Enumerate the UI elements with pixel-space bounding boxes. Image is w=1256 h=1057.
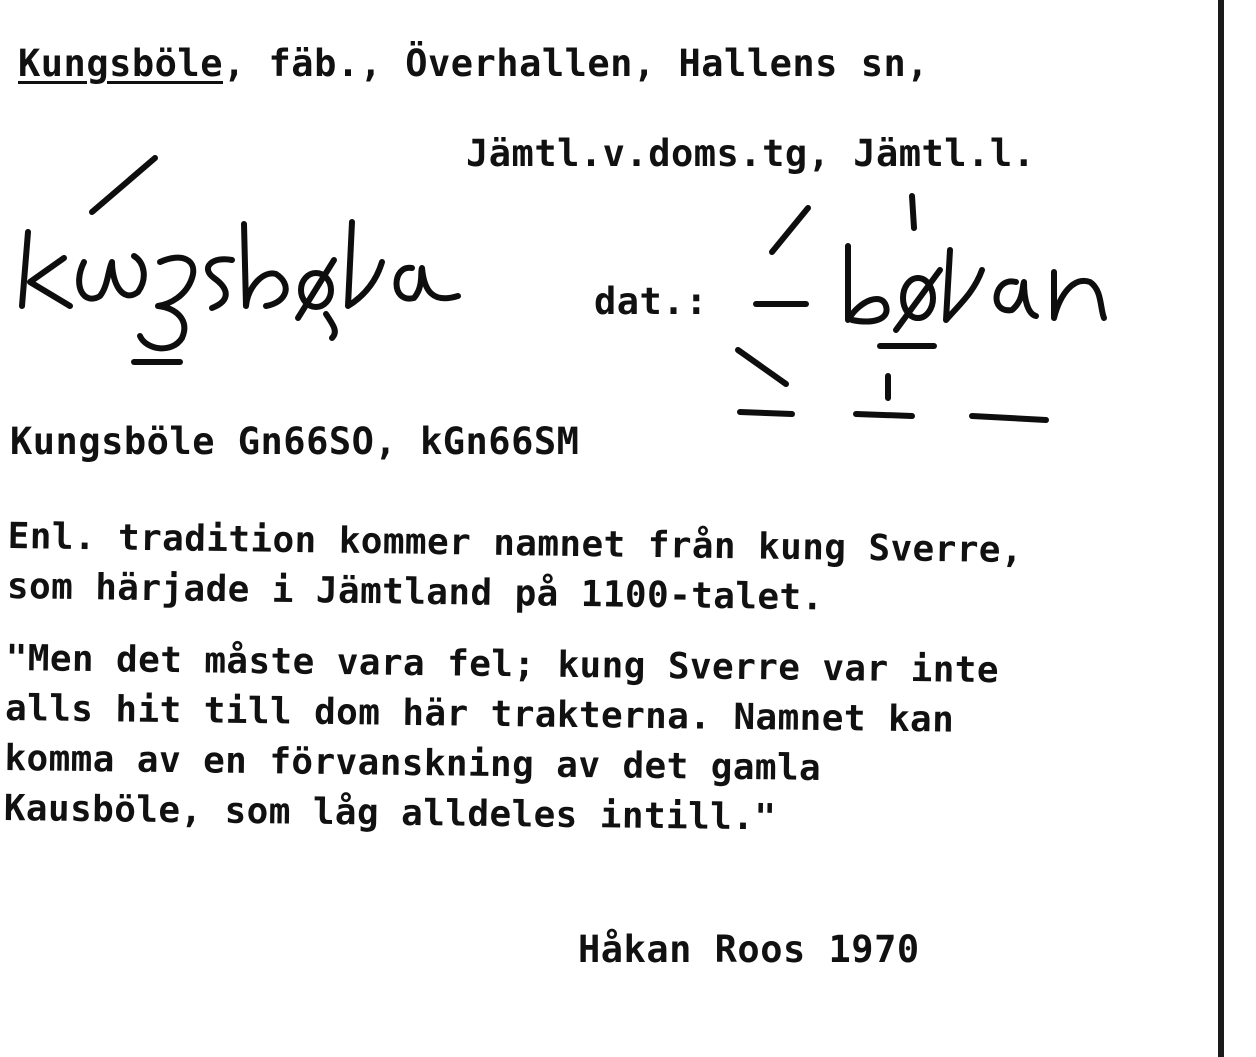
dative-label: dat.:	[594, 280, 708, 323]
card-edge-line	[1218, 0, 1224, 1057]
tradition-note	[7, 512, 1024, 626]
quote-line: komma av en förvanskning av det gamla	[4, 737, 822, 789]
note-line: som härjade i Jämtland på 1100-talet.	[6, 565, 824, 619]
quote-line: Kausböle, som låg alldeles intill."	[3, 787, 777, 839]
headword: Kungsböle	[18, 42, 223, 85]
heading-details: , fäb., Överhallen, Hallens sn,	[222, 42, 930, 85]
signature: Håkan Roos 1970	[578, 928, 920, 971]
quote-line: "Men det måste vara fel; kung Sverre var inte	[5, 637, 1000, 692]
quote-line: alls hit till dom här trakterna. Namnet kan	[4, 687, 955, 741]
quote-block	[4, 634, 1000, 846]
classification-line: Kungsböle Gn66SO, kGn66SM	[10, 420, 580, 463]
note-line: Enl. tradition kommer namnet från kung Sverre,	[7, 515, 1024, 572]
jurisdiction-line: Jämtl.v.doms.tg, Jämtl.l.	[466, 132, 1036, 175]
